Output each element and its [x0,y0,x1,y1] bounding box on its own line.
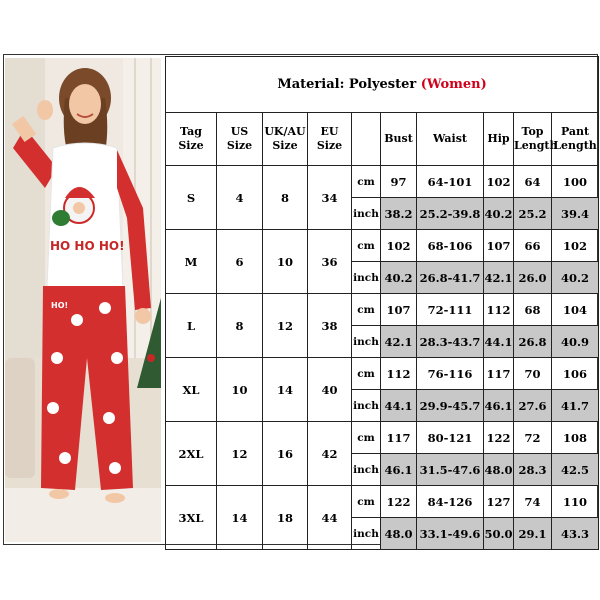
pant-length-cell: 40.2 [552,262,599,294]
pant-length-cell: 42.5 [552,454,599,486]
eu-size-cell: 36 [308,230,352,294]
waist-cell: 72-111 [417,294,484,326]
pant-length-cell: 102 [552,230,599,262]
tag-size-cell: M [166,230,217,294]
unit-cell: cm [352,294,381,326]
pant-length-cell: 110 [552,486,599,518]
tag-size-cell: 2XL [166,422,217,486]
material-label: Material: Polyester [277,76,417,92]
uk-size-cell: 14 [263,358,308,422]
waist-cell: 64-101 [417,166,484,198]
unit-cell: cm [352,358,381,390]
table-row [166,422,599,454]
hip-cell: 42.1 [484,262,514,294]
hip-cell: 117 [484,358,514,390]
header-us-size: US Size [217,113,263,166]
bust-cell: 46.1 [381,454,417,486]
waist-cell: 25.2-39.8 [417,198,484,230]
unit-cell: inch [352,518,381,550]
bust-cell: 112 [381,358,417,390]
model-illustration [5,58,161,542]
unit-cell: inch [352,390,381,422]
top-length-cell: 29.1 [514,518,552,550]
us-size-cell: 10 [217,358,263,422]
uk-size-cell: 8 [263,166,308,230]
top-length-cell: 28.3 [514,454,552,486]
waist-cell: 76-116 [417,358,484,390]
hip-cell: 46.1 [484,390,514,422]
hip-cell: 48.0 [484,454,514,486]
top-length-cell: 68 [514,294,552,326]
pant-length-cell: 104 [552,294,599,326]
unit-cell: inch [352,454,381,486]
tag-size-cell: L [166,294,217,358]
material-title [166,57,599,113]
top-length-cell: 74 [514,486,552,518]
unit-cell: cm [352,230,381,262]
bust-cell: 44.1 [381,390,417,422]
eu-size-cell: 38 [308,294,352,358]
waist-cell: 84-126 [417,486,484,518]
waist-cell: 68-106 [417,230,484,262]
unit-cell: inch [352,326,381,358]
hip-cell: 50.0 [484,518,514,550]
eu-size-cell: 40 [308,358,352,422]
table-row [166,486,599,518]
top-length-cell: 26.8 [514,326,552,358]
uk-size-cell: 18 [263,486,308,550]
waist-cell: 31.5-47.6 [417,454,484,486]
top-length-cell: 25.2 [514,198,552,230]
pant-length-cell: 41.7 [552,390,599,422]
table-row [166,358,599,390]
unit-cell: inch [352,198,381,230]
top-length-cell: 70 [514,358,552,390]
size-table [165,56,599,550]
waist-cell: 80-121 [417,422,484,454]
header-uk-au-size: UK/AU Size [263,113,308,166]
unit-cell: cm [352,166,381,198]
waist-cell: 33.1-49.6 [417,518,484,550]
table-row [166,230,599,262]
table-row [166,294,599,326]
pant-length-cell: 108 [552,422,599,454]
eu-size-cell: 44 [308,486,352,550]
hip-cell: 107 [484,230,514,262]
waist-cell: 28.3-43.7 [417,326,484,358]
shirt-print-text: HO HO HO! [50,239,125,253]
header-pant-length: Pant Length [552,113,599,166]
header-top-length: Top Length [514,113,552,166]
pant-length-cell: 39.4 [552,198,599,230]
hip-cell: 44.1 [484,326,514,358]
top-length-cell: 27.6 [514,390,552,422]
top-length-cell: 26.0 [514,262,552,294]
header-eu-size: EU Size [308,113,352,166]
us-size-cell: 4 [217,166,263,230]
tag-size-cell: 3XL [166,486,217,550]
pants-print-text: HO! [51,301,69,310]
uk-size-cell: 12 [263,294,308,358]
unit-cell: cm [352,486,381,518]
bust-cell: 122 [381,486,417,518]
table-row [166,166,599,198]
eu-size-cell: 34 [308,166,352,230]
hip-cell: 122 [484,422,514,454]
header-hip: Hip [484,113,514,166]
bust-cell: 38.2 [381,198,417,230]
pant-length-cell: 40.9 [552,326,599,358]
product-photo [5,58,161,542]
bust-cell: 40.2 [381,262,417,294]
us-size-cell: 8 [217,294,263,358]
header-row [166,113,599,166]
tag-size-cell: S [166,166,217,230]
bust-cell: 97 [381,166,417,198]
hip-cell: 127 [484,486,514,518]
unit-cell: inch [352,262,381,294]
top-length-cell: 66 [514,230,552,262]
bust-cell: 48.0 [381,518,417,550]
audience-label: (Women) [420,76,487,92]
header-waist: Waist [417,113,484,166]
header-unit [352,113,381,166]
hip-cell: 112 [484,294,514,326]
header-tag-size: Tag Size [166,113,217,166]
pant-length-cell: 100 [552,166,599,198]
us-size-cell: 14 [217,486,263,550]
uk-size-cell: 16 [263,422,308,486]
hip-cell: 102 [484,166,514,198]
bust-cell: 42.1 [381,326,417,358]
bust-cell: 102 [381,230,417,262]
hip-cell: 40.2 [484,198,514,230]
waist-cell: 26.8-41.7 [417,262,484,294]
waist-cell: 29.9-45.7 [417,390,484,422]
bust-cell: 107 [381,294,417,326]
pant-length-cell: 106 [552,358,599,390]
pant-length-cell: 43.3 [552,518,599,550]
eu-size-cell: 42 [308,422,352,486]
uk-size-cell: 10 [263,230,308,294]
header-bust: Bust [381,113,417,166]
top-length-cell: 64 [514,166,552,198]
unit-cell: cm [352,422,381,454]
us-size-cell: 6 [217,230,263,294]
top-length-cell: 72 [514,422,552,454]
tag-size-cell: XL [166,358,217,422]
bust-cell: 117 [381,422,417,454]
us-size-cell: 12 [217,422,263,486]
